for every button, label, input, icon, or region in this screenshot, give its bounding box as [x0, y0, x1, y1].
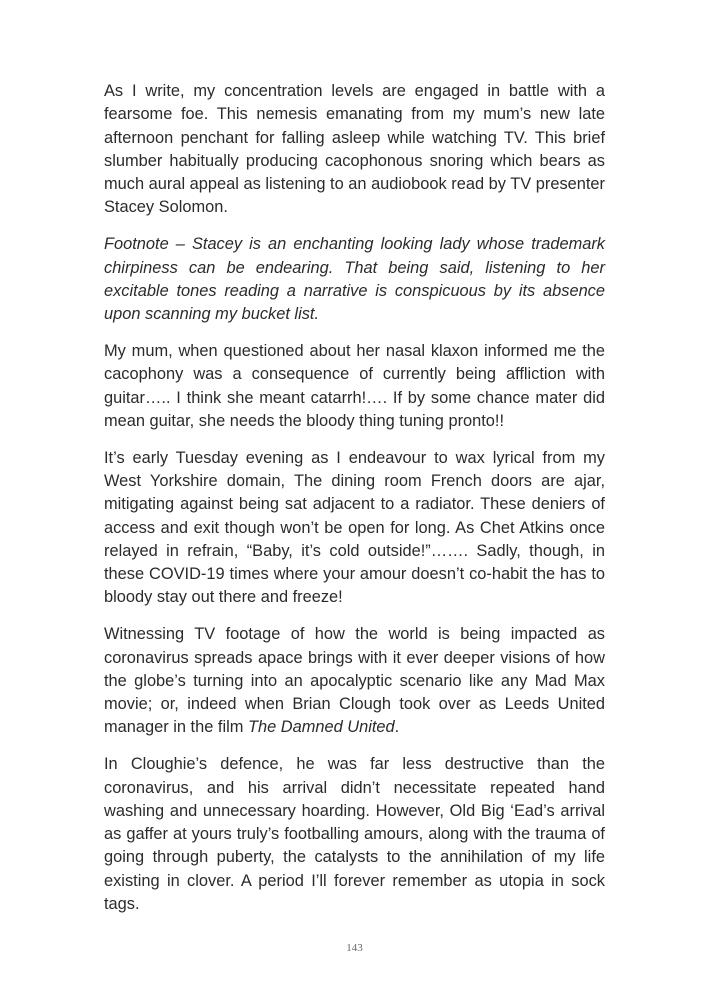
paragraph-1: As I write, my concentration levels are engaged in battle with a fearsome foe. This nemesis emanating from my mum’s new late afternoon penchant for falling asleep while watching TV. This brief slumber habitually producing cacophonous snoring which bears as much aural appeal as listening to an audiobook read by TV presenter Stacey Solomon. — [104, 82, 605, 217]
paragraph-6: In Cloughie’s defence, he was far less destructive than the coronavirus, and his arrival didn’t necessitate repeated hand washing and unnecessary hoarding. However, Old Big ‘Ead’s arrival as gaffer at yours truly’s footballing amours, along with the trauma of going through puberty, the catalysts to the annihilation of my life existing in clover. A period I’ll forever remember as utopia in sock tags. — [104, 755, 605, 913]
paragraph-4: It’s early Tuesday evening as I endeavour to wax lyrical from my West Yorkshire domain, The dining room French doors are ajar, mitigating against being sat adjacent to a radiator. These deniers of access and exit though won’t be open for long. As Chet Atkins once relayed in refrain, “Baby, it’s cold outside!”……. Sadly, though, in these COVID-19 times where your amour doesn’t co-habit the has to bloody stay out there and freeze! — [104, 448, 605, 607]
paragraph-3: My mum, when questioned about her nasal klaxon informed me the cacophony was a consequence of currently being affliction with guitar….. I think she meant catarrh!…. If by some chance mater did mean guitar, she needs the bloody thing tuning pronto!! — [104, 341, 605, 430]
paragraph-5-text: Witnessing TV footage of how the world is being impacted as coronavirus spreads apace brings with it ever deeper visions of how the globe’s turning into an apocalyptic scenario like any Mad Max movie; or, indeed when Brian Clough took over as Leeds United manager in the film — [104, 625, 605, 737]
paragraph-5-end: . — [394, 718, 400, 737]
film-title: The Damned United — [247, 718, 395, 737]
page-number: 143 — [346, 942, 363, 954]
page-body — [104, 80, 605, 930]
footnote-paragraph: Footnote – Stacey is an enchanting looking lady whose trademark chirpiness can be endearing. That being said, listening to her excitable tones reading a narrative is conspicuous by its absence upon scanning my bucket list. — [104, 235, 605, 324]
paragraph-5 — [104, 623, 605, 739]
